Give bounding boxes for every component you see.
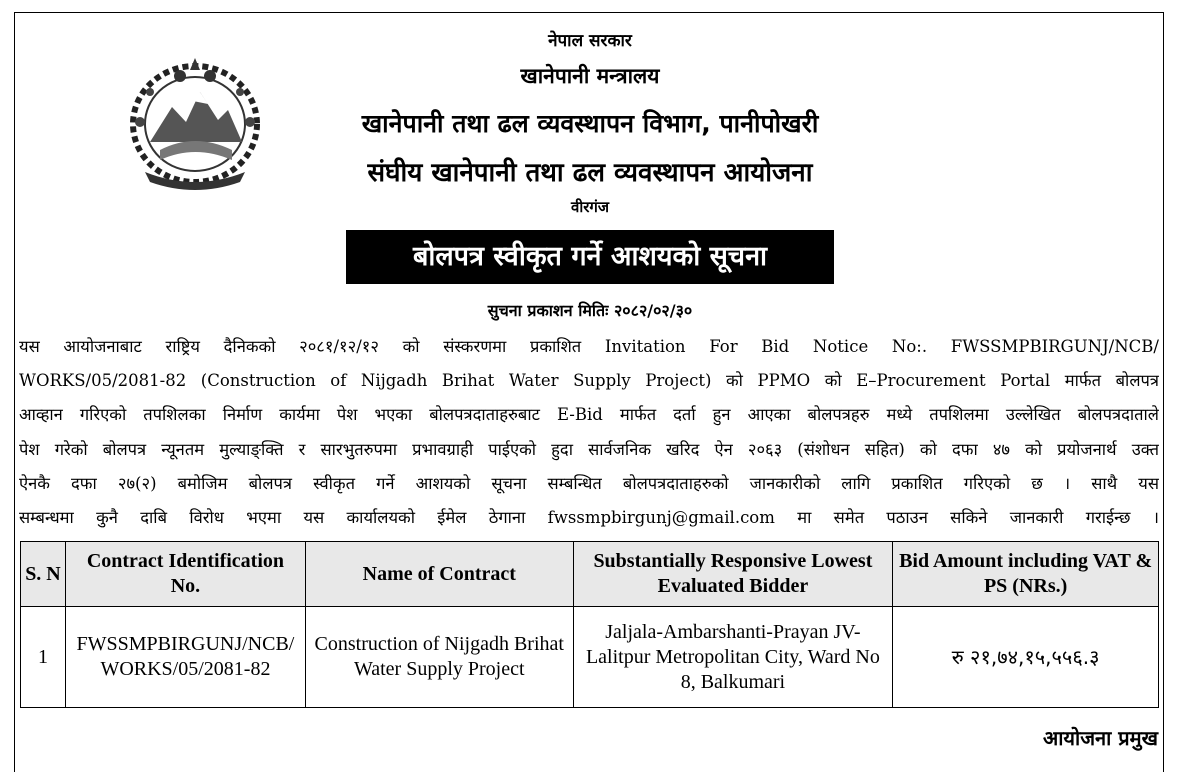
header-contract-id: Contract Identification No. [65, 542, 305, 607]
publish-date: सुचना प्रकाशन मितिः २०८२/०२/३० [487, 301, 693, 320]
project-heading: संघीय खानेपानी तथा ढल व्यवस्थापन आयोजना [367, 158, 813, 188]
header-bid-amount: Bid Amount including VAT & PS (NRs.) [893, 542, 1159, 607]
ministry-heading: खानेपानी मन्त्रालय [520, 64, 660, 88]
cell-bidder: Jaljala-Ambarshanti-Prayan JV- Lalitpur Metropolitan City, Ward No 8, Balkumari [573, 607, 893, 708]
cell-sn: 1 [21, 607, 66, 708]
cell-bid-amount: रु २१,७४,१५,५५६.३ [893, 607, 1159, 708]
government-heading: नेपाल सरकार [548, 31, 632, 51]
header-sn: S. N [21, 542, 66, 607]
body-line: ऐनकै दफा २७(२) बमोजिम बोलपत्र स्वीकृत गर्ने आशयको सूचना सम्बन्धित बोलपत्रदाताहरुको जानकारीको लागि प्रकाशित गरिएको छ । साथै यस [19, 473, 1159, 493]
department-heading: खानेपानी तथा ढल व्यवस्थापन विभाग, पानीपोखरी [361, 109, 819, 138]
contracts-table [20, 541, 1159, 708]
signature-title: आयोजना प्रमुख [1042, 726, 1158, 750]
notice-body [19, 330, 1159, 535]
cell-contract-id: FWSSMPBIRGUNJ/NCB/ WORKS/05/2081-82 [65, 607, 305, 708]
header-contract-name: Name of Contract [305, 542, 573, 607]
table-row [21, 607, 1159, 708]
table-header-row [21, 542, 1159, 607]
body-line: आव्हान गरिएको तपशिलका निर्माण कार्यमा पेश भएका बोलपत्रदाताहरुबाट E-Bid मार्फत दर्ता हुन आएका बोलपत्रहरु मध्ये तपशिलमा उल्लेखित बोलपत्रदाताले [19, 405, 1159, 425]
body-line: यस आयोजनाबाट राष्ट्रिय दैनिकको २०८१/१२/१२ को संस्करणमा प्रकाशित Invitation For Bid Notice No:. FWSSMPBIRGUNJ/NCB/ [19, 337, 1159, 356]
body-line: पेश गरेको बोलपत्र न्यूनतम मुल्याङ्क्ति र सारभुतरुपमा प्रभावग्राही पाईएको हुदा सार्वजनिक खरिद ऐन २०६३ (संशोधन सहित) को दफा ४७ को प्रयोजनार्थ उक्त [19, 439, 1159, 459]
cell-contract-name: Construction of Nijgadh Brihat Water Supply Project [305, 607, 573, 708]
notice-title: बोलपत्र स्वीकृत गर्ने आशयको सूचना [346, 230, 834, 284]
city-heading: वीरगंज [571, 198, 609, 216]
body-line: WORKS/05/2081-82 (Construction of Nijgadh Brihat Water Supply Project) को PPMO को E–Procurement Portal मार्फत बोलपत्र [19, 371, 1159, 391]
header-bidder: Substantially Responsive Lowest Evaluated Bidder [573, 542, 893, 607]
body-line: सम्बन्धमा कुनै दाबि विरोध भएमा यस कार्यालयको ईमेल ठेगाना fwssmpbirgunj@gmail.com मा समेत पठाउन सकिने जानकारी गराईन्छ । [19, 507, 1159, 527]
